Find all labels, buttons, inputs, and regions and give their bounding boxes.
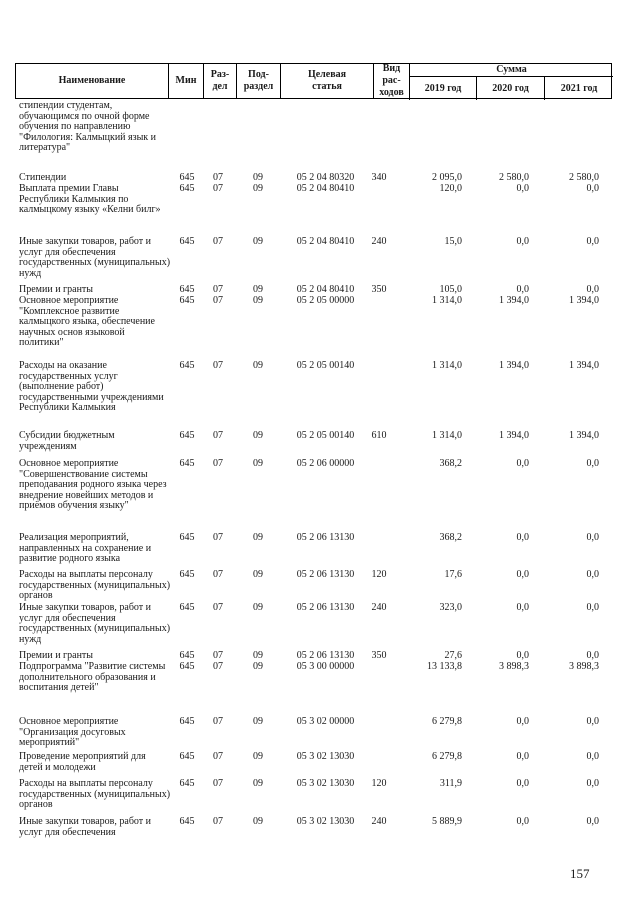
col-header-vid: Вид рас- ходов — [373, 64, 409, 98]
cell-s3: 0,0 — [586, 778, 599, 789]
cell-razd: 07 — [213, 569, 223, 580]
cell-name: Премии и гранты — [19, 284, 94, 295]
cell-min: 645 — [179, 532, 195, 543]
cell-min: 645 — [179, 569, 195, 580]
cell-s2: 0,0 — [516, 778, 529, 789]
cell-s3: 1 394,0 — [569, 360, 599, 371]
cell-podr: 09 — [253, 183, 263, 194]
cell-s2: 1 394,0 — [499, 430, 529, 441]
cell-min: 645 — [179, 360, 195, 371]
cell-name: Расходы на выплаты персоналу государственных (муниципальных) органов — [19, 778, 171, 810]
cell-min: 645 — [179, 816, 195, 827]
cell-s2: 3 898,3 — [499, 661, 529, 672]
cell-podr: 09 — [253, 284, 263, 295]
cell-s3: 0,0 — [586, 236, 599, 247]
cell-s3: 0,0 — [586, 569, 599, 580]
cell-s3: 0,0 — [586, 816, 599, 827]
cell-s2: 0,0 — [516, 236, 529, 247]
cell-cel: 05 2 04 80410 — [296, 284, 355, 295]
cell-razd: 07 — [213, 602, 223, 613]
cell-razd: 07 — [213, 172, 223, 183]
cell-s2: 1 394,0 — [499, 360, 529, 371]
cell-cel: 05 3 02 13030 — [296, 751, 355, 762]
col-header-celevaya: Целевая статья — [280, 64, 373, 98]
col-header-min: Мин — [168, 64, 203, 98]
col-header-summa: Сумма — [409, 64, 613, 77]
cell-podr: 09 — [253, 569, 263, 580]
cell-min: 645 — [179, 650, 195, 661]
cell-s1: 5 889,9 — [432, 816, 462, 827]
cell-min: 645 — [179, 236, 195, 247]
col-header-name: Наименование — [58, 75, 126, 86]
cell-s3: 1 394,0 — [569, 430, 599, 441]
col-header-2021: 2021 год — [544, 77, 613, 100]
cell-s1: 105,0 — [439, 284, 462, 295]
cell-podr: 09 — [253, 661, 263, 672]
cell-razd: 07 — [213, 751, 223, 762]
cell-vid: 350 — [371, 284, 387, 295]
table-header — [15, 63, 612, 99]
cell-razd: 07 — [213, 716, 223, 727]
cell-cel: 05 2 04 80410 — [296, 183, 355, 194]
cell-razd: 07 — [213, 284, 223, 295]
cell-cel: 05 2 06 13130 — [296, 602, 355, 613]
cell-s1: 120,0 — [439, 183, 462, 194]
cell-razd: 07 — [213, 532, 223, 543]
cell-name: Основное мероприятие "Организация досуговых мероприятий" — [19, 716, 126, 748]
cell-s3: 0,0 — [586, 602, 599, 613]
cell-name: Расходы на оказание государственных услуг (выполнение работ) государственными учреждениями Республики Калмыкия — [19, 360, 164, 413]
cell-min: 645 — [179, 295, 195, 306]
cell-name: Основное мероприятие "Комплексное развитие калмыцкого языка, обеспечение научных основ языковой политики" — [19, 295, 155, 348]
cell-min: 645 — [179, 430, 195, 441]
cell-s2: 0,0 — [516, 816, 529, 827]
cell-podr: 09 — [253, 602, 263, 613]
cell-podr: 09 — [253, 236, 263, 247]
cell-razd: 07 — [213, 430, 223, 441]
cell-podr: 09 — [253, 295, 263, 306]
cell-name: Иные закупки товаров, работ и услуг для обеспечения — [19, 816, 152, 838]
cell-s3: 2 580,0 — [569, 172, 599, 183]
cell-razd: 07 — [213, 816, 223, 827]
cell-vid: 120 — [371, 569, 387, 580]
cell-min: 645 — [179, 183, 195, 194]
cell-cel: 05 2 06 00000 — [296, 458, 355, 469]
cell-name: Иные закупки товаров, работ и услуг для обеспечения государственных (муниципальных) нужд — [19, 602, 171, 645]
cell-min: 645 — [179, 778, 195, 789]
cell-s1: 15,0 — [444, 236, 462, 247]
cell-s3: 3 898,3 — [569, 661, 599, 672]
cell-s1: 6 279,8 — [432, 751, 462, 762]
cell-razd: 07 — [213, 236, 223, 247]
cell-min: 645 — [179, 751, 195, 762]
cell-s2: 1 394,0 — [499, 295, 529, 306]
cell-podr: 09 — [253, 778, 263, 789]
page-number: 157 — [570, 866, 590, 881]
cell-vid: 120 — [371, 778, 387, 789]
cell-cel: 05 3 00 00000 — [296, 661, 355, 672]
cell-s2: 0,0 — [516, 284, 529, 295]
cell-s3: 0,0 — [586, 650, 599, 661]
cell-razd: 07 — [213, 183, 223, 194]
cell-s3: 0,0 — [586, 458, 599, 469]
cell-cel: 05 2 04 80320 — [296, 172, 355, 183]
cell-podr: 09 — [253, 360, 263, 371]
cell-s3: 0,0 — [586, 183, 599, 194]
cell-razd: 07 — [213, 650, 223, 661]
cell-cel: 05 2 05 00000 — [296, 295, 355, 306]
cell-s1: 311,9 — [439, 778, 462, 789]
cell-name: Субсидии бюджетным учреждениям — [19, 430, 115, 452]
cell-name: стипендии студентам, обучающимся по очной форме обучения по направлению "Филология: Калмыцкий язык и литература" — [19, 100, 157, 153]
cell-cel: 05 2 06 13130 — [296, 532, 355, 543]
cell-s1: 27,6 — [444, 650, 462, 661]
cell-name: Стипендии — [19, 172, 67, 183]
cell-razd: 07 — [213, 360, 223, 371]
cell-min: 645 — [179, 458, 195, 469]
cell-podr: 09 — [253, 458, 263, 469]
cell-razd: 07 — [213, 295, 223, 306]
cell-vid: 240 — [371, 602, 387, 613]
col-header-podrazdel: Под- раздел — [236, 64, 280, 98]
cell-name: Иные закупки товаров, работ и услуг для обеспечения государственных (муниципальных) нужд — [19, 236, 171, 279]
cell-s1: 1 314,0 — [432, 430, 462, 441]
cell-s2: 0,0 — [516, 716, 529, 727]
col-header-2019: 2019 год — [409, 77, 476, 100]
cell-cel: 05 2 04 80410 — [296, 236, 355, 247]
cell-razd: 07 — [213, 661, 223, 672]
cell-name: Проведение мероприятий для детей и молодежи — [19, 751, 146, 773]
cell-razd: 07 — [213, 778, 223, 789]
col-header-2020: 2020 год — [476, 77, 544, 100]
cell-cel: 05 3 02 00000 — [296, 716, 355, 727]
cell-cel: 05 2 06 13130 — [296, 650, 355, 661]
cell-razd: 07 — [213, 458, 223, 469]
cell-s2: 0,0 — [516, 751, 529, 762]
cell-s1: 323,0 — [439, 602, 462, 613]
cell-s3: 1 394,0 — [569, 295, 599, 306]
cell-vid: 610 — [371, 430, 387, 441]
cell-cel: 05 2 06 13130 — [296, 569, 355, 580]
cell-s3: 0,0 — [586, 532, 599, 543]
cell-min: 645 — [179, 172, 195, 183]
cell-s1: 13 133,8 — [427, 661, 462, 672]
cell-name: Реализация мероприятий, направленных на сохранение и развитие родного языка — [19, 532, 152, 564]
cell-name: Расходы на выплаты персоналу государственных (муниципальных) органов — [19, 569, 171, 601]
cell-cel: 05 3 02 13030 — [296, 816, 355, 827]
cell-cel: 05 2 05 00140 — [296, 430, 355, 441]
cell-vid: 240 — [371, 816, 387, 827]
cell-s2: 0,0 — [516, 569, 529, 580]
cell-s1: 2 095,0 — [432, 172, 462, 183]
cell-s3: 0,0 — [586, 751, 599, 762]
cell-s2: 0,0 — [516, 650, 529, 661]
cell-podr: 09 — [253, 172, 263, 183]
cell-s3: 0,0 — [586, 284, 599, 295]
cell-s1: 368,2 — [439, 532, 462, 543]
cell-podr: 09 — [253, 751, 263, 762]
cell-s1: 6 279,8 — [432, 716, 462, 727]
cell-s2: 0,0 — [516, 183, 529, 194]
cell-vid: 240 — [371, 236, 387, 247]
cell-s2: 0,0 — [516, 602, 529, 613]
cell-s1: 17,6 — [444, 569, 462, 580]
cell-name: Основное мероприятие "Совершенствование системы преподавания родного языка через внедрение новейших методов и приёмов обучения языку" — [19, 458, 167, 511]
cell-s1: 368,2 — [439, 458, 462, 469]
cell-s3: 0,0 — [586, 716, 599, 727]
cell-cel: 05 2 05 00140 — [296, 360, 355, 371]
cell-vid: 350 — [371, 650, 387, 661]
cell-s2: 0,0 — [516, 458, 529, 469]
cell-podr: 09 — [253, 816, 263, 827]
cell-podr: 09 — [253, 650, 263, 661]
cell-min: 645 — [179, 284, 195, 295]
cell-name: Подпрограмма "Развитие системы дополнительного образования и воспитания детей" — [19, 661, 166, 693]
cell-s2: 0,0 — [516, 532, 529, 543]
cell-podr: 09 — [253, 532, 263, 543]
cell-s1: 1 314,0 — [432, 360, 462, 371]
cell-podr: 09 — [253, 430, 263, 441]
cell-min: 645 — [179, 716, 195, 727]
cell-cel: 05 3 02 13030 — [296, 778, 355, 789]
cell-min: 645 — [179, 661, 195, 672]
cell-vid: 340 — [371, 172, 387, 183]
col-header-razdel: Раз- дел — [203, 64, 236, 98]
cell-name: Выплата премии Главы Республики Калмыкия по калмыцкому языку «Келни билг» — [19, 183, 161, 215]
cell-s2: 2 580,0 — [499, 172, 529, 183]
cell-podr: 09 — [253, 716, 263, 727]
cell-s1: 1 314,0 — [432, 295, 462, 306]
cell-name: Премии и гранты — [19, 650, 94, 661]
cell-min: 645 — [179, 602, 195, 613]
